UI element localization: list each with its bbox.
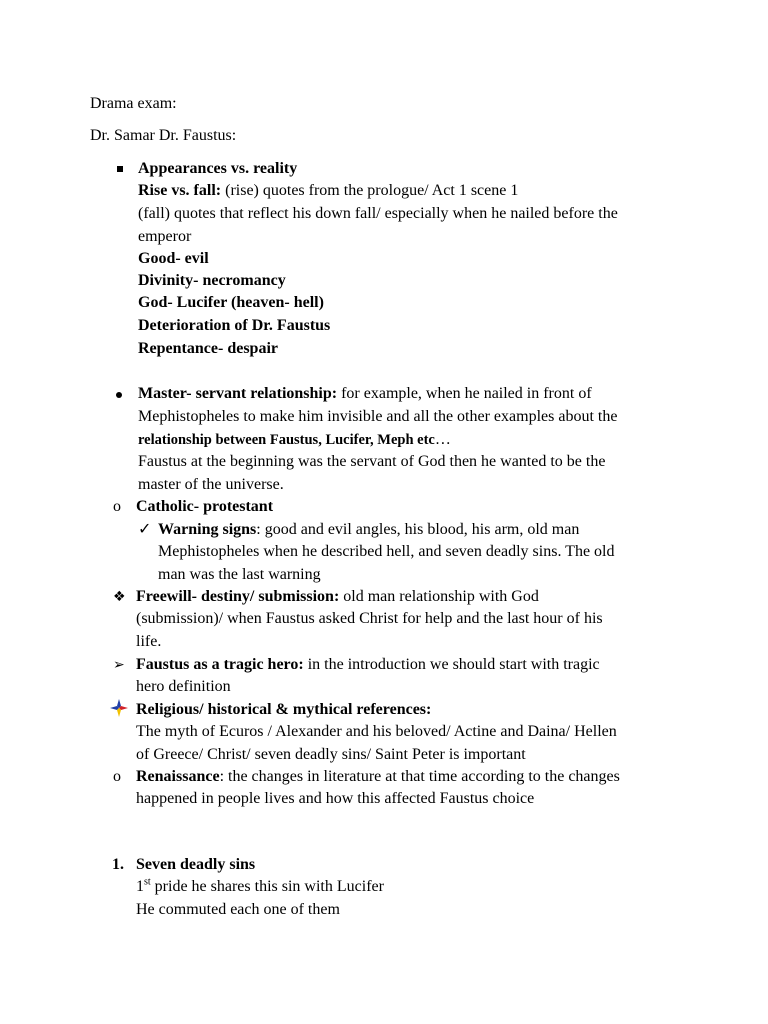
tragic-hero-line-2: hero definition <box>136 678 231 695</box>
seven-sins-line-1 <box>136 876 384 898</box>
warning-signs-text: : good and evil angles, his blood, his arm, old man <box>256 521 580 538</box>
master-servant-line-4: Faustus at the beginning was the servant of God then he wanted to be the <box>138 453 606 470</box>
references-line-2: The myth of Ecuros / Alexander and his beloved/ Actine and Daina/ Hellen <box>136 723 617 740</box>
freewill-line-1 <box>136 586 539 608</box>
ordinal-number: 1 <box>136 878 144 895</box>
arrow-bullet-icon: ➢ <box>113 657 125 673</box>
rise-fall-label: Rise vs. fall: <box>138 182 222 199</box>
theme-item-1: Good- evil <box>138 250 209 267</box>
diamond-bullet-icon: ❖ <box>113 589 126 605</box>
round-bullet-icon <box>116 392 122 398</box>
appearances-heading: Appearances vs. reality <box>138 160 298 177</box>
references-line-3: of Greece/ Christ/ seven deadly sins/ Saint Peter is important <box>136 746 526 763</box>
master-servant-line-3 <box>138 429 451 451</box>
catholic-protestant-heading: Catholic- protestant <box>136 498 274 515</box>
document-subtitle: Dr. Samar Dr. Faustus: <box>90 127 237 144</box>
pride-text: pride he shares this sin with Lucifer <box>150 878 384 895</box>
theme-item-2: Divinity- necromancy <box>138 272 286 289</box>
ordinal-suffix: st <box>144 876 151 888</box>
rise-text: (rise) quotes from the prologue/ Act 1 scene 1 <box>221 182 519 199</box>
warning-signs-line-3: man was the last warning <box>158 566 321 583</box>
ellipsis-text: … <box>434 431 451 448</box>
freewill-line-3: life. <box>136 633 162 650</box>
references-heading: Religious/ historical & mythical references: <box>136 701 432 718</box>
renaissance-label: Renaissance <box>136 768 220 785</box>
master-servant-label: Master- servant relationship: <box>138 385 338 402</box>
warning-signs-label: Warning signs <box>158 521 257 538</box>
circle-bullet-icon-2: o <box>113 768 121 785</box>
tragic-hero-line-1 <box>136 654 600 676</box>
square-bullet-icon <box>117 166 123 172</box>
tragic-hero-label: Faustus as a tragic hero: <box>136 656 304 673</box>
master-servant-line-1 <box>138 383 592 405</box>
seven-sins-line-2: He commuted each one of them <box>136 901 340 918</box>
document-title: Drama exam: <box>90 95 177 112</box>
master-servant-text: for example, when he nailed in front of <box>337 385 592 402</box>
theme-item-5: Repentance- despair <box>138 340 278 357</box>
checkmark-icon: ✓ <box>138 521 152 538</box>
fall-line-1: (fall) quotes that reflect his down fall/ especially when he nailed before the <box>138 205 618 222</box>
renaissance-line-2: happened in people lives and how this affected Faustus choice <box>136 790 535 807</box>
freewill-line-2: (submission)/ when Faustus asked Christ for help and the last hour of his <box>136 610 603 627</box>
list-number: 1. <box>112 856 124 873</box>
warning-signs-line-2: Mephistopheles when he described hell, and seven deadly sins. The old <box>158 543 615 560</box>
master-servant-line-2: Mephistopheles to make him invisible and all the other examples about the <box>138 408 618 425</box>
master-servant-line-5: master of the universe. <box>138 476 284 493</box>
theme-item-3: God- Lucifer (heaven- hell) <box>138 294 324 311</box>
warning-signs-line-1 <box>158 519 579 541</box>
circle-bullet-icon: o <box>113 498 121 515</box>
freewill-label: Freewill- destiny/ submission: <box>136 588 340 605</box>
seven-sins-heading: Seven deadly sins <box>136 856 256 873</box>
theme-item-4: Deterioration of Dr. Faustus <box>138 317 331 334</box>
renaissance-text: : the changes in literature at that time according to the changes <box>219 768 620 785</box>
freewill-text: old man relationship with God <box>339 588 539 605</box>
compass-cross-icon <box>110 699 128 717</box>
tragic-hero-text: in the introduction we should start with tragic <box>303 656 600 673</box>
fall-line-2: emperor <box>138 228 192 245</box>
rise-fall-line <box>138 180 518 202</box>
relationship-bold-text: relationship between Faustus, Lucifer, Meph etc <box>138 432 435 448</box>
renaissance-line-1 <box>136 766 620 788</box>
